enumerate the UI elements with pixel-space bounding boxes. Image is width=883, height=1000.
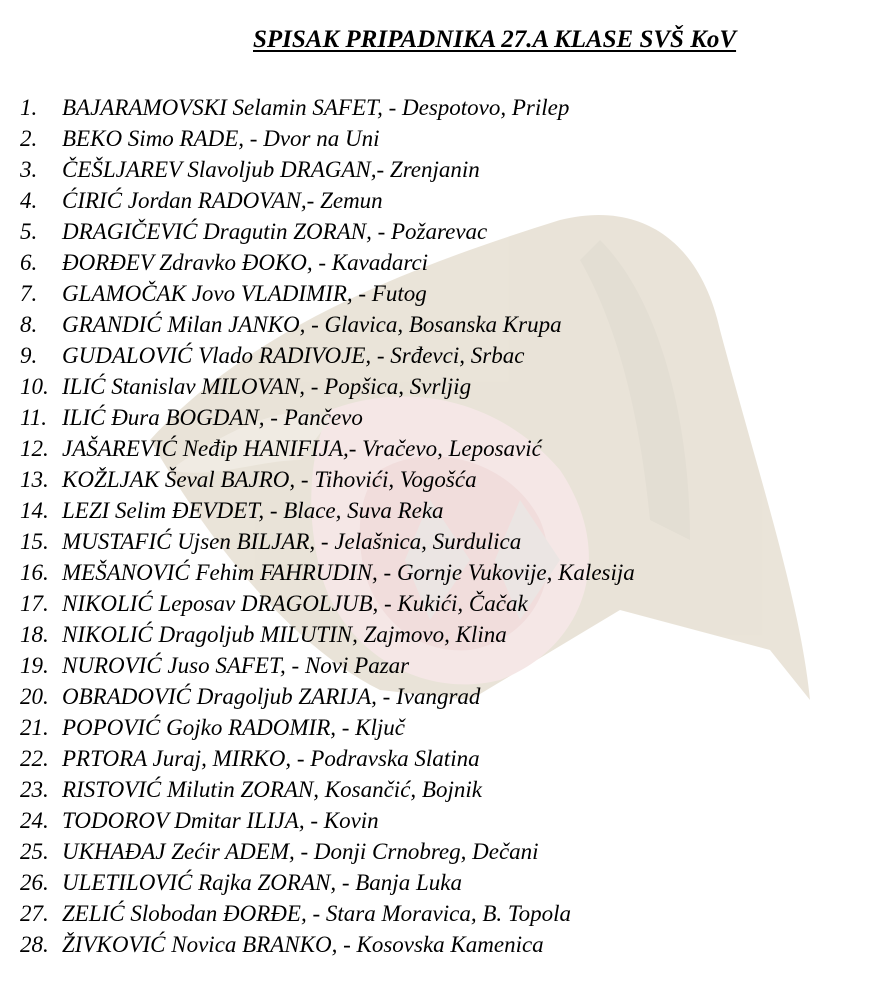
item-number: 7.	[20, 281, 38, 306]
item-text: PRTORA Juraj, MIRKO, - Podravska Slatina	[62, 746, 480, 771]
list-item	[20, 495, 635, 526]
item-text: DRAGIČEVIĆ Dragutin ZORAN, - Požarevac	[62, 219, 488, 244]
page-title: SPISAK PRIPADNIKA 27.A KLASE SVŠ KoV	[253, 26, 737, 53]
item-number: 4.	[20, 188, 38, 213]
item-text: GLAMOČAK Jovo VLADIMIR, - Futog	[62, 281, 427, 306]
list-item	[20, 247, 635, 278]
list-item	[20, 898, 635, 929]
list-item	[20, 464, 635, 495]
item-number: 28.	[20, 932, 49, 957]
member-list	[20, 92, 635, 960]
item-number: 18.	[20, 622, 49, 647]
list-item	[20, 805, 635, 836]
item-number: 14.	[20, 498, 49, 523]
list-item	[20, 681, 635, 712]
item-text: ULETILOVIĆ Rajka ZORAN, - Banja Luka	[62, 870, 462, 895]
item-number: 26.	[20, 870, 49, 895]
item-text: NIKOLIĆ Leposav DRAGOLJUB, - Kukići, Čačak	[62, 591, 528, 616]
list-item	[20, 774, 635, 805]
list-item	[20, 216, 635, 247]
item-text: ĆIRIĆ Jordan RADOVAN,- Zemun	[62, 188, 383, 213]
item-text: GUDALOVIĆ Vlado RADIVOJE, - Srđevci, Srbac	[62, 343, 525, 368]
item-text: NUROVIĆ Juso SAFET, - Novi Pazar	[62, 653, 410, 678]
item-number: 6.	[20, 250, 38, 275]
item-text: TODOROV Dmitar ILIJA, - Kovin	[62, 808, 379, 833]
item-text: MEŠANOVIĆ Fehim FAHRUDIN, - Gornje Vukovije, Kalesija	[62, 560, 635, 585]
item-text: ŽIVKOVIĆ Novica BRANKO, - Kosovska Kamenica	[62, 932, 544, 957]
list-item	[20, 185, 635, 216]
list-item	[20, 867, 635, 898]
item-number: 1.	[20, 95, 38, 120]
item-number: 16.	[20, 560, 49, 585]
list-item	[20, 433, 635, 464]
list-item	[20, 402, 635, 433]
list-item	[20, 278, 635, 309]
list-item	[20, 557, 635, 588]
item-number: 11.	[20, 405, 48, 430]
list-item	[20, 526, 635, 557]
item-number: 15.	[20, 529, 49, 554]
list-item	[20, 588, 635, 619]
item-number: 24.	[20, 808, 49, 833]
item-number: 8.	[20, 312, 38, 337]
item-number: 12.	[20, 436, 49, 461]
item-text: JAŠAREVIĆ Neđip HANIFIJA,- Vračevo, Leposavić	[62, 436, 542, 461]
list-item	[20, 712, 635, 743]
item-number: 2.	[20, 126, 38, 151]
list-item	[20, 309, 635, 340]
item-text: NIKOLIĆ Dragoljub MILUTIN, Zajmovo, Klina	[62, 622, 507, 647]
item-text: ILIĆ Đura BOGDAN, - Pančevo	[62, 405, 363, 430]
list-item	[20, 743, 635, 774]
item-text: RISTOVIĆ Milutin ZORAN, Kosančić, Bojnik	[62, 777, 482, 802]
item-number: 9.	[20, 343, 38, 368]
item-text: LEZI Selim ĐEVDET, - Blace, Suva Reka	[62, 498, 444, 523]
item-text: BEKO Simo RADE, - Dvor na Uni	[62, 126, 380, 151]
item-number: 5.	[20, 219, 38, 244]
item-text: GRANDIĆ Milan JANKO, - Glavica, Bosanska Krupa	[62, 312, 562, 337]
item-number: 10.	[20, 374, 49, 399]
item-number: 22.	[20, 746, 49, 771]
item-text: ZELIĆ Slobodan ĐORĐE, - Stara Moravica, B. Topola	[62, 901, 571, 926]
list-item	[20, 340, 635, 371]
item-number: 19.	[20, 653, 49, 678]
item-text: MUSTAFIĆ Ujsen BILJAR, - Jelašnica, Surdulica	[62, 529, 522, 554]
list-item	[20, 371, 635, 402]
list-item	[20, 92, 635, 123]
item-number: 23.	[20, 777, 49, 802]
item-number: 3.	[20, 157, 38, 182]
item-number: 13.	[20, 467, 49, 492]
list-item	[20, 123, 635, 154]
item-number: 21.	[20, 715, 49, 740]
item-text: ILIĆ Stanislav MILOVAN, - Popšica, Svrljig	[62, 374, 472, 399]
item-number: 20.	[20, 684, 49, 709]
item-text: BAJARAMOVSKI Selamin SAFET, - Despotovo, Prilep	[62, 95, 570, 120]
item-text: ČEŠLJAREV Slavoljub DRAGAN,- Zrenjanin	[62, 157, 480, 182]
list-item	[20, 836, 635, 867]
item-number: 17.	[20, 591, 49, 616]
item-number: 27.	[20, 901, 49, 926]
list-item	[20, 929, 635, 960]
item-text: ĐORĐEV Zdravko ĐOKO, - Kavadarci	[62, 250, 429, 275]
list-item	[20, 619, 635, 650]
item-text: OBRADOVIĆ Dragoljub ZARIJA, - Ivangrad	[62, 684, 481, 709]
item-number: 25.	[20, 839, 49, 864]
item-text: UKHAĐAJ Zećir ADEM, - Donji Crnobreg, Dečani	[62, 839, 539, 864]
item-text: POPOVIĆ Gojko RADOMIR, - Ključ	[62, 715, 406, 740]
list-item	[20, 650, 635, 681]
item-text: KOŽLJAK Ševal BAJRO, - Tihovići, Vogošća	[62, 467, 477, 492]
list-item	[20, 154, 635, 185]
